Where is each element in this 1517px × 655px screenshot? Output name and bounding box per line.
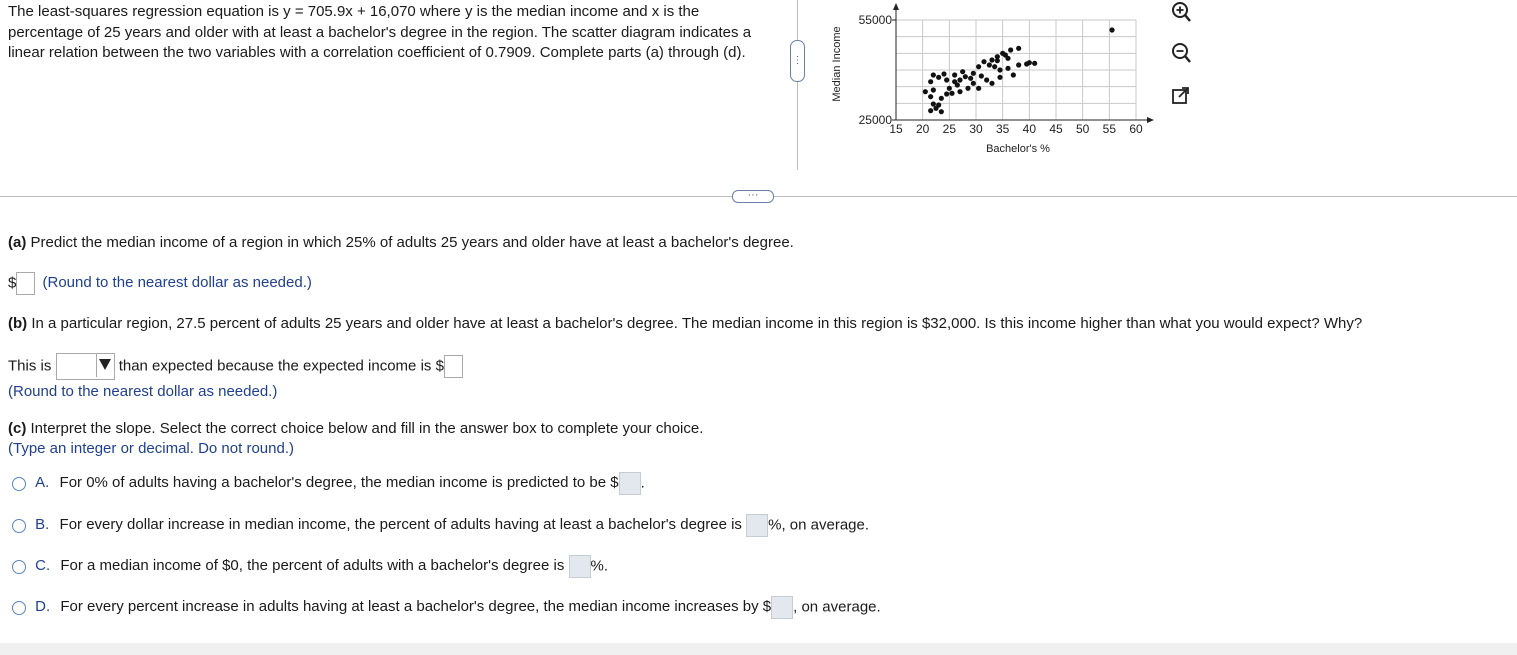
data-point: [960, 69, 965, 74]
part-b-question: (b) In a particular region, 27.5 percent of adults 25 years and older have at least a bachelor's degree. The median income in this region is $32,000. Is this income higher than what you would expect? Why?: [8, 315, 1363, 332]
x-tick-label: 15: [889, 122, 903, 136]
data-point: [1005, 56, 1010, 61]
y-tick-labels: [859, 13, 896, 127]
part-b-dropdown[interactable]: [56, 353, 115, 380]
data-point: [1109, 27, 1114, 32]
vertical-divider: [797, 0, 798, 170]
x-tick-labels: [889, 122, 1143, 136]
part-c-question: (c) Interpret the slope. Select the correct choice below and fill in the answer box to complete your choice.: [8, 420, 704, 437]
x-tick-label: 35: [995, 122, 1010, 136]
vertical-resize-handle[interactable]: ⋮: [790, 40, 805, 82]
data-point: [989, 81, 994, 86]
data-point: [928, 94, 933, 99]
data-point: [971, 71, 976, 76]
part-a-answer-row: $ (Round to the nearest dollar as needed.): [8, 272, 312, 295]
choice-a-input[interactable]: [619, 472, 641, 495]
data-point: [939, 109, 944, 114]
data-point: [944, 91, 949, 96]
data-point: [949, 91, 954, 96]
y-axis-label: Median Income: [831, 26, 843, 102]
data-point: [1008, 47, 1013, 52]
choice-a[interactable]: A. For 0% of adults having a bachelor's degree, the median income is predicted to be $ .: [12, 472, 645, 495]
radio-b[interactable]: [12, 519, 26, 533]
data-point: [957, 77, 962, 82]
data-point: [984, 77, 989, 82]
data-point: [947, 86, 952, 91]
scatter-points: [923, 27, 1115, 114]
y-tick-label: 55000: [858, 13, 892, 27]
x-axis-arrow-icon: [1147, 117, 1154, 123]
data-point: [976, 86, 981, 91]
x-tick-label: 25: [942, 122, 957, 136]
x-tick-label: 60: [1129, 122, 1143, 136]
x-tick-label: 45: [1049, 122, 1063, 136]
data-point: [928, 108, 933, 113]
data-point: [992, 64, 997, 69]
data-point: [923, 89, 928, 94]
data-point: [1011, 72, 1016, 77]
part-a-answer-input[interactable]: [16, 272, 35, 295]
data-point: [997, 75, 1002, 80]
part-b-answer-row: This is than expected because the expected income is $: [8, 353, 463, 380]
data-point: [1027, 60, 1032, 65]
choice-b[interactable]: B. For every dollar increase in median income, the percent of adults having at least a bachelor's degree is %, on average.: [12, 514, 869, 537]
data-point: [936, 75, 941, 80]
data-point: [1032, 61, 1037, 66]
data-point: [1016, 46, 1021, 51]
data-point: [928, 79, 933, 84]
zoom-out-icon[interactable]: [1170, 42, 1192, 64]
data-point: [981, 59, 986, 64]
data-point: [963, 74, 968, 79]
x-tick-label: 40: [1022, 122, 1037, 136]
data-point: [931, 72, 936, 77]
choice-c-input[interactable]: [569, 555, 591, 578]
x-axis-label: Bachelor's %: [986, 143, 1050, 155]
data-point: [976, 64, 981, 69]
data-point: [931, 101, 936, 106]
choice-b-input[interactable]: [746, 514, 768, 537]
data-point: [995, 58, 1000, 63]
radio-c[interactable]: [12, 560, 26, 574]
data-point: [971, 81, 976, 86]
data-point: [997, 67, 1002, 72]
choice-d-input[interactable]: [771, 596, 793, 619]
x-tick-label: 30: [969, 122, 983, 136]
data-point: [957, 89, 962, 94]
x-tick-label: 55: [1102, 122, 1117, 136]
data-point: [944, 77, 949, 82]
horizontal-resize-handle[interactable]: ···: [732, 190, 774, 203]
y-axis-arrow-icon: [893, 3, 899, 10]
zoom-in-icon[interactable]: [1170, 1, 1192, 23]
data-point: [979, 73, 984, 78]
open-external-icon[interactable]: [1170, 85, 1192, 107]
data-point: [941, 71, 946, 76]
data-point: [936, 102, 941, 107]
x-tick-label: 50: [1075, 122, 1090, 136]
y-tick-label: 25000: [858, 113, 892, 127]
scatter-chart: [820, 0, 1180, 165]
data-point: [955, 82, 960, 87]
choice-c[interactable]: C. For a median income of $0, the percent of adults with a bachelor's degree is %.: [12, 555, 608, 578]
part-a-question: (a) Predict the median income of a region in which 25% of adults 25 years and older have at least a bachelor's degree.: [8, 234, 794, 251]
radio-a[interactable]: [12, 477, 26, 491]
radio-d[interactable]: [12, 601, 26, 615]
data-point: [965, 86, 970, 91]
data-point: [931, 87, 936, 92]
x-tick-label: 20: [915, 122, 930, 136]
part-c-hint: (Type an integer or decimal. Do not round.): [8, 440, 294, 457]
data-point: [952, 72, 957, 77]
data-point: [968, 76, 973, 81]
data-point: [1016, 62, 1021, 67]
data-point: [989, 57, 994, 62]
data-point: [939, 96, 944, 101]
data-point: [1005, 66, 1010, 71]
choice-d[interactable]: D. For every percent increase in adults having at least a bachelor's degree, the median income increases by $ , on average.: [12, 596, 881, 619]
bottom-bar: [0, 643, 1517, 655]
part-b-answer-input[interactable]: [444, 355, 463, 378]
part-b-hint: (Round to the nearest dollar as needed.): [8, 383, 278, 400]
problem-intro: The least-squares regression equation is y = 705.9x + 16,070 where y is the median income and x is the percentage of 25 years and older with at least a bachelor's degree in the region. The scatter diagram indicates a linear relation between the two variables with a correlation coefficient of 0.7909. Complete parts (a) through (d).: [8, 3, 752, 61]
dropdown-arrow-icon: [99, 359, 111, 370]
data-point: [987, 62, 992, 67]
